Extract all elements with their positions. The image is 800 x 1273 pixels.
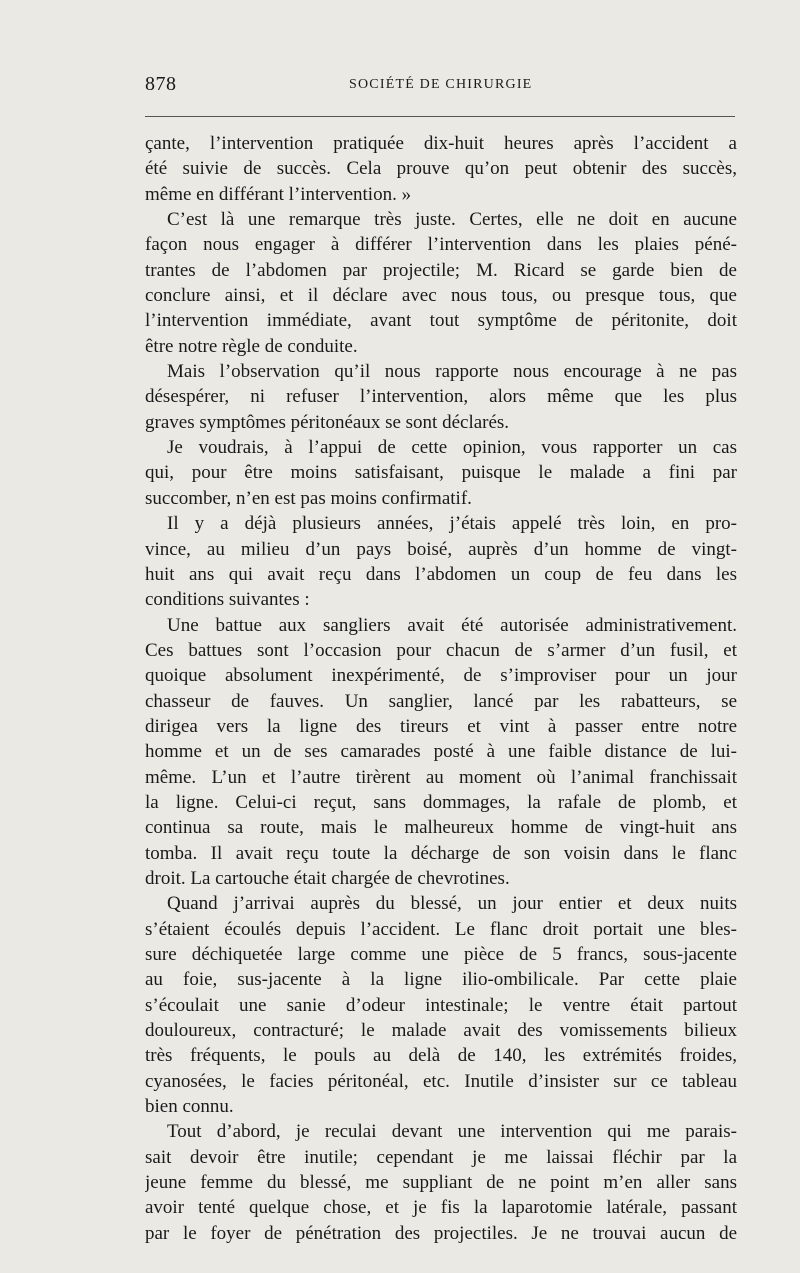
- text-line: s’écoulait une sanie d’odeur intestinale; le ventre était partout: [145, 994, 737, 1016]
- body-text: [145, 131, 737, 1246]
- text-line: Quand j’arrivai auprès du blessé, un jour entier et deux nuits: [167, 893, 737, 915]
- text-line: cyanosées, le facies péritonéal, etc. Inutile d’insister sur ce tableau: [145, 1070, 737, 1092]
- text-line: homme et un de ses camarades posté à une faible distance de lui-: [145, 741, 737, 763]
- header-rule: [145, 116, 735, 117]
- text-line: bien connu.: [145, 1096, 234, 1118]
- text-line: quoique absolument inexpérimenté, de s’improviser pour un jour: [145, 665, 737, 687]
- text-line: chasseur de fauves. Un sanglier, lancé par les rabatteurs, se: [145, 690, 737, 712]
- text-line: tomba. Il avait reçu toute la décharge de son voisin dans le flanc: [145, 842, 737, 864]
- text-line: C’est là une remarque très juste. Certes, elle ne doit en aucune: [167, 209, 737, 231]
- text-line: l’intervention immédiate, avant tout symptôme de péritonite, doit: [145, 310, 737, 332]
- text-line: sait devoir être inutile; cependant je me laissai fléchir par la: [145, 1146, 737, 1168]
- page-number: 878: [145, 73, 177, 95]
- text-line: conditions suivantes :: [145, 589, 310, 611]
- text-line: çante, l’intervention pratiquée dix-huit heures après l’accident a: [145, 133, 737, 154]
- text-line: Une battue aux sangliers avait été autorisée administrativement.: [167, 614, 737, 636]
- text-line: douloureux, contracturé; le malade avait des vomissements bilieux: [145, 1020, 737, 1042]
- text-line: par le foyer de pénétration des projectiles. Je ne trouvai aucun de: [145, 1222, 737, 1244]
- text-line: même. L’un et l’autre tirèrent au moment où l’animal franchissait: [145, 766, 737, 788]
- text-line: été suivie de succès. Cela prouve qu’on peut obtenir des succès,: [145, 158, 737, 180]
- text-line: dirigea vers la ligne des tireurs et vint à passer entre notre: [145, 715, 737, 737]
- text-line: s’étaient écoulés depuis l’accident. Le flanc droit portait une bles-: [145, 918, 737, 940]
- text-line: la ligne. Celui-ci reçut, sans dommages, la rafale de plomb, et: [145, 791, 737, 813]
- text-line: vince, au milieu d’un pays boisé, auprès d’un homme de vingt-: [145, 538, 737, 560]
- text-line: droit. La cartouche était chargée de chevrotines.: [145, 867, 510, 889]
- text-line: huit ans qui avait reçu dans l’abdomen un coup de feu dans les: [145, 563, 737, 585]
- text-line: désespérer, ni refuser l’intervention, alors même que les plus: [145, 386, 737, 408]
- text-line: succomber, n’en est pas moins confirmatif.: [145, 487, 472, 509]
- text-line: qui, pour être moins satisfaisant, puisque le malade a fini par: [145, 462, 737, 484]
- running-head: [145, 73, 737, 101]
- text-line: Ces battues sont l’occasion pour chacun de s’armer d’un fusil, et: [145, 639, 737, 661]
- text-line: sure déchiquetée large comme une pièce de 5 francs, sous-jacente: [145, 944, 737, 965]
- text-line: continua sa route, mais le malheureux homme de vingt-huit ans: [145, 817, 737, 839]
- text-line: conclure ainsi, et il déclare avec nous tous, ou presque tous, que: [145, 285, 737, 307]
- text-line: Je voudrais, à l’appui de cette opinion, vous rapporter un cas: [167, 437, 737, 459]
- text-line: graves symptômes péritonéaux se sont déclarés.: [145, 411, 510, 433]
- text-line: Mais l’observation qu’il nous rapporte nous encourage à ne pas: [167, 361, 737, 383]
- text-line: avoir tenté quelque chose, et je fis la laparotomie latérale, passant: [145, 1197, 737, 1219]
- text-line: trantes de l’abdomen par projectile; M. Ricard se garde bien de: [145, 259, 737, 281]
- text-line: au foie, sus-jacente à la ligne ilio-ombilicale. Par cette plaie: [145, 969, 737, 991]
- text-line: être notre règle de conduite.: [145, 335, 358, 357]
- text-line: façon nous engager à différer l’intervention dans les plaies péné-: [145, 234, 737, 256]
- text-line: même en différant l’intervention. »: [145, 183, 412, 205]
- text-line: jeune femme du blessé, me suppliant de ne point m’en aller sans: [145, 1172, 737, 1194]
- text-line: Il y a déjà plusieurs années, j’étais appelé très loin, en pro-: [167, 513, 737, 535]
- text-line: très fréquents, le pouls au delà de 140, les extrémités froides,: [145, 1045, 737, 1067]
- text-line: Tout d’abord, je reculai devant une intervention qui me parais-: [167, 1121, 737, 1143]
- running-title: SOCIÉTÉ DE CHIRURGIE: [349, 77, 533, 92]
